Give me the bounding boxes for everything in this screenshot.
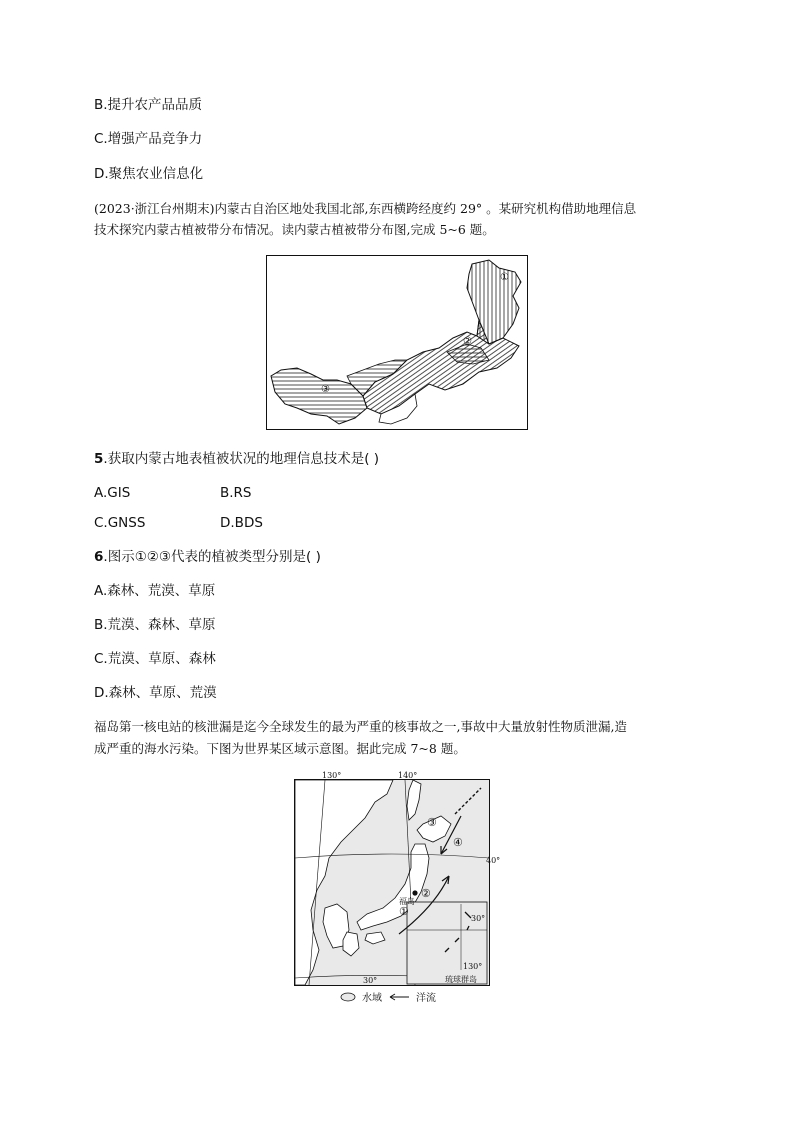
- current-arrow-icon: [388, 992, 410, 1002]
- map2-marker-1: ①: [399, 905, 409, 918]
- map2-marker-4: ④: [453, 836, 463, 849]
- map1-label-two: ②: [463, 336, 472, 347]
- passage1-line1: (2023·浙江台州期末)内蒙古自治区地处我国北部,东西横跨经度约 29° 。某研究机构借助地理信息: [94, 201, 637, 216]
- map2-legend: [340, 989, 436, 1004]
- q5-option-b: B.RS: [220, 485, 252, 501]
- question-5-stem: [94, 450, 379, 468]
- question-5-row1: [94, 484, 252, 502]
- map2-lat-40: 40°: [486, 856, 501, 865]
- question-5-number: 5: [94, 451, 104, 467]
- legend-water: 水域: [362, 993, 382, 1004]
- map1-label-one: ①: [500, 272, 509, 283]
- inner-mongolia-vegetation-map: [266, 255, 528, 430]
- q6-option-c: C.荒漠、草原、森林: [94, 651, 216, 667]
- q6-option-d: D.森林、草原、荒漠: [94, 685, 217, 701]
- water-legend-icon: [340, 992, 356, 1002]
- legend-current: 洋流: [416, 993, 436, 1004]
- map2-inset-lon-130: 130°: [463, 962, 483, 971]
- q5-option-d: D.BDS: [220, 515, 263, 531]
- option-b-prev: B.提升农产品品质: [94, 97, 203, 113]
- question-6-number: 6: [94, 549, 104, 565]
- q6-option-b: B.荒漠、森林、草原: [94, 617, 216, 633]
- passage2-line2: 成严重的海水污染。下图为世界某区域示意图。据此完成 7~8 题。: [94, 741, 466, 756]
- q5-option-c: C.GNSS: [94, 515, 146, 531]
- passage2-line1: 福岛第一核电站的核泄漏是迄今全球发生的最为严重的核事故之一,事故中大量放射性物质泄漏,造: [94, 719, 627, 734]
- q6-option-a: A.森林、荒漠、草原: [94, 583, 216, 599]
- map2-fukushima: 福岛: [399, 897, 415, 906]
- map2-lat-30: 30°: [363, 976, 378, 985]
- question-5-row2: [94, 514, 263, 532]
- question-6-stem: [94, 548, 321, 566]
- q5-option-a: A.GIS: [94, 485, 131, 501]
- passage1-line2: 技术探究内蒙古植被带分布情况。读内蒙古植被带分布图,完成 5~6 题。: [94, 222, 495, 237]
- map2-lon-130: 130°: [322, 771, 342, 780]
- question-5-text: .获取内蒙古地表植被状况的地理信息技术是( ): [103, 451, 380, 467]
- map2-ryukyu-label: 琉球群岛: [445, 975, 477, 984]
- map2-marker-3: ③: [427, 816, 437, 829]
- map2-inset-lat-30: 30°: [471, 914, 486, 923]
- question-6-text: .图示①②③代表的植被类型分别是( ): [103, 549, 321, 565]
- option-d-prev: D.聚焦农业信息化: [94, 166, 204, 182]
- japan-region-map: [294, 771, 501, 986]
- map1-label-three: ③: [321, 384, 330, 395]
- option-c-prev: C.增强产品竞争力: [94, 131, 203, 147]
- map2-marker-2: ②: [421, 887, 431, 900]
- map2-lon-140: 140°: [398, 771, 418, 780]
